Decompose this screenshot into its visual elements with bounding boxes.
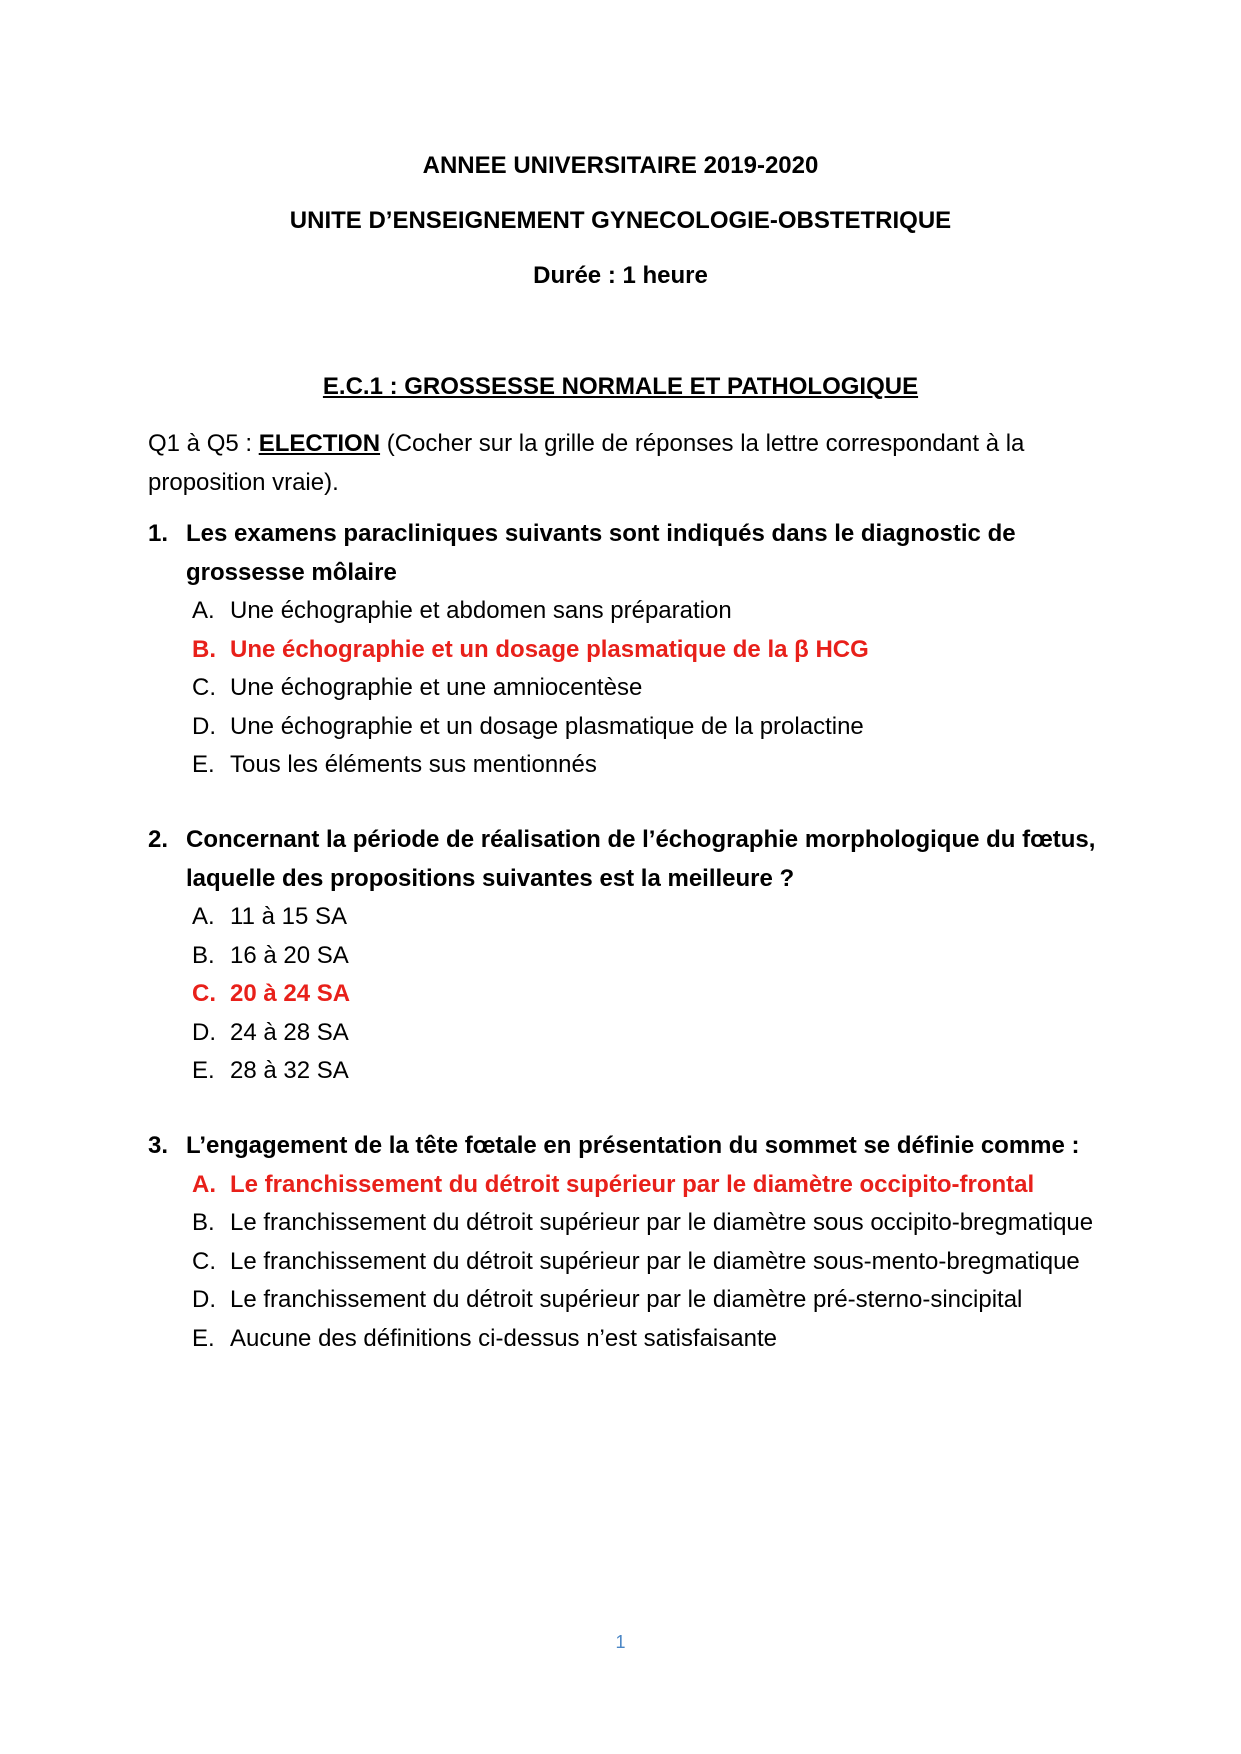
question-1 xyxy=(148,515,1108,785)
option-letter: A. xyxy=(192,903,215,930)
option-a-correct xyxy=(148,1166,1108,1205)
option-letter: C. xyxy=(192,1247,216,1275)
option-letter: D. xyxy=(192,712,216,740)
question-text: Concernant la période de réalisation de l’échographie morphologique du fœtus, laquelle des propositions suivantes est la meilleure ? xyxy=(186,826,1096,892)
option-text: 20 à 24 SA xyxy=(230,980,351,1007)
page-number: 1 xyxy=(615,1632,626,1652)
option-letter: E. xyxy=(192,1324,215,1352)
question-number: 1. xyxy=(148,520,169,547)
options-list xyxy=(148,592,1108,785)
options-list xyxy=(148,898,1108,1091)
question-2 xyxy=(148,821,1108,1091)
option-text: Tous les éléments sus mentionnés xyxy=(230,751,597,778)
option-a xyxy=(148,592,1108,631)
option-letter: E. xyxy=(192,1057,215,1084)
option-d xyxy=(148,708,1108,747)
section-title xyxy=(0,372,1241,402)
option-letter: B. xyxy=(192,941,215,969)
option-b-correct xyxy=(148,631,1108,670)
option-text: Le franchissement du détroit supérieur par le diamètre pré-sterno-sincipital xyxy=(230,1286,1023,1313)
option-e xyxy=(148,746,1108,785)
question-number: 3. xyxy=(148,1132,169,1159)
option-text: 16 à 20 SA xyxy=(230,941,349,969)
option-letter: C. xyxy=(192,980,216,1007)
option-text: Une échographie et abdomen sans préparation xyxy=(230,597,732,624)
instructions-prefix: Q1 à Q5 : xyxy=(148,430,259,457)
question-3 xyxy=(148,1127,1108,1358)
question-number: 2. xyxy=(148,826,169,853)
teaching-unit-heading: UNITE D’ENSEIGNEMENT GYNECOLOGIE-OBSTETRIQUE xyxy=(289,207,952,234)
option-d xyxy=(148,1281,1108,1320)
option-text: Le franchissement du détroit supérieur par le diamètre sous-mento-bregmatique xyxy=(230,1247,1080,1275)
instructions-keyword: ELECTION xyxy=(258,430,381,457)
instructions-text: (Cocher sur la grille de réponses la lettre correspondant à la proposition vraie). xyxy=(148,430,1025,496)
option-text: 24 à 28 SA xyxy=(230,1018,349,1046)
options-list xyxy=(148,1166,1108,1359)
question-stem xyxy=(148,821,1108,898)
option-letter: C. xyxy=(192,674,216,701)
option-text: 28 à 32 SA xyxy=(230,1057,349,1084)
option-letter: B. xyxy=(192,1209,215,1236)
option-letter: E. xyxy=(192,751,215,778)
option-e xyxy=(148,1320,1108,1359)
option-text: 11 à 15 SA xyxy=(230,903,347,930)
option-letter: B. xyxy=(192,635,216,663)
option-letter: D. xyxy=(192,1286,216,1313)
option-a xyxy=(148,898,1108,937)
option-text: Une échographie et un dosage plasmatique de la prolactine xyxy=(230,712,864,740)
option-letter: A. xyxy=(192,1170,216,1198)
option-text: Le franchissement du détroit supérieur par le diamètre sous occipito-bregmatique xyxy=(230,1209,1094,1236)
duration-heading: Durée : 1 heure xyxy=(533,262,708,289)
option-c-correct xyxy=(148,975,1108,1014)
option-text: Une échographie et un dosage plasmatique de la β HCG xyxy=(230,635,869,663)
question-text: Les examens paracliniques suivants sont indiqués dans le diagnostic de grossesse môlaire xyxy=(186,520,1016,586)
instructions xyxy=(148,424,1098,502)
academic-year-heading: ANNEE UNIVERSITAIRE 2019-2020 xyxy=(422,152,819,179)
option-text: Une échographie et une amniocentèse xyxy=(230,674,643,701)
question-stem xyxy=(148,1127,1108,1166)
option-letter: D. xyxy=(192,1018,216,1046)
option-letter: A. xyxy=(192,597,215,624)
option-text: Le franchissement du détroit supérieur par le diamètre occipito-frontal xyxy=(230,1170,1035,1198)
option-c xyxy=(148,669,1108,708)
option-d xyxy=(148,1014,1108,1053)
option-c xyxy=(148,1243,1108,1282)
question-text: L’engagement de la tête fœtale en présentation du sommet se définie comme : xyxy=(186,1132,1080,1159)
option-b xyxy=(148,937,1108,976)
question-stem xyxy=(148,515,1108,592)
option-text: Aucune des définitions ci-dessus n’est satisfaisante xyxy=(230,1324,777,1352)
option-b xyxy=(148,1204,1108,1243)
option-e xyxy=(148,1052,1108,1091)
section-title-text: E.C.1 : GROSSESSE NORMALE ET PATHOLOGIQUE xyxy=(322,373,919,400)
